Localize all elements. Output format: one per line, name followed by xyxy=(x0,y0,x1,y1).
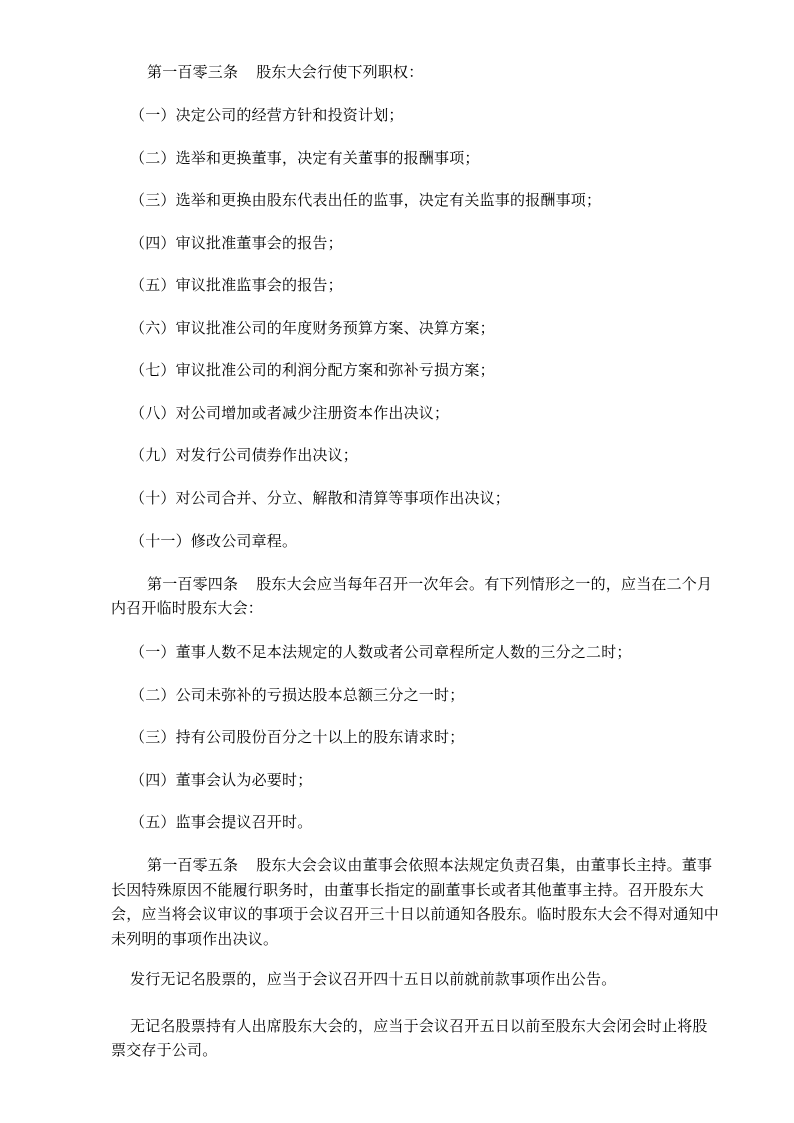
article-103-heading: 第一百零三条 xyxy=(147,63,239,81)
article-104-item-1: （一）董事人数不足本法规定的人数或者公司章程所定人数的三分之二时； xyxy=(130,643,632,661)
article-104-heading: 第一百零四条 xyxy=(147,575,239,593)
article-103-item-10: （十）对公司合并、分立、解散和清算等事项作出决议； xyxy=(130,489,511,507)
article-103-item-7: （七）审议批准公司的利润分配方案和弥补亏损方案； xyxy=(130,361,495,379)
article-103-item-9: （九）对发行公司债券作出决议； xyxy=(130,446,359,464)
article-104-item-4: （四）董事会认为必要时； xyxy=(130,771,313,789)
article-103-heading-line xyxy=(147,62,423,82)
article-104-text-line1: 股东大会应当每年召开一次年会。有下列情形之一的，应当在二个月 xyxy=(256,575,713,593)
article-104-text-line2: 内召开临时股东大会： xyxy=(111,599,264,617)
bearer-shares-paragraph: 发行无记名股票的，应当于会议召开四十五日以前就前款事项作出公告。 xyxy=(130,970,617,988)
article-105-heading-line xyxy=(147,855,712,875)
article-105-text-line4: 未列明的事项作出决议。 xyxy=(111,930,279,948)
article-103-item-5: （五）审议批准监事会的报告； xyxy=(130,276,343,294)
article-104-item-3: （三）持有公司股份百分之十以上的股东请求时； xyxy=(130,728,465,746)
article-103-item-8: （八）对公司增加或者减少注册资本作出决议； xyxy=(130,404,450,422)
article-103-item-2: （二）选举和更换董事，决定有关董事的报酬事项； xyxy=(130,149,480,167)
article-103-item-1: （一）决定公司的经营方针和投资计划； xyxy=(130,106,404,124)
article-104-item-2: （二）公司未弥补的亏损达股本总额三分之一时； xyxy=(130,686,465,704)
article-103-item-3: （三）选举和更换由股东代表出任的监事，决定有关监事的报酬事项； xyxy=(130,191,602,209)
article-104-heading-line xyxy=(147,574,712,594)
article-105-text-line1: 股东大会会议由董事会依照本法规定负责召集，由董事长主持。董事 xyxy=(256,856,713,874)
bearer-holders-line2: 票交存于公司。 xyxy=(111,1041,218,1059)
bearer-holders-line1: 无记名股票持有人出席股东大会的，应当于会议召开五日以前至股东大会闭会时止将股 xyxy=(130,1017,708,1035)
article-104-item-5: （五）监事会提议召开时。 xyxy=(130,813,313,831)
article-105-text-line2: 长因特殊原因不能履行职务时，由董事长指定的副董事长或者其他董事主持。召开股东大 xyxy=(111,881,704,899)
article-103-item-6: （六）审议批准公司的年度财务预算方案、决算方案； xyxy=(130,319,495,337)
article-103-item-11: （十一）修改公司章程。 xyxy=(130,532,298,550)
article-105-heading: 第一百零五条 xyxy=(147,856,239,874)
article-105-text-line3: 会，应当将会议审议的事项于会议召开三十日以前通知各股东。临时股东大会不得对通知中 xyxy=(111,905,720,923)
article-103-item-4: （四）审议批准董事会的报告； xyxy=(130,234,343,252)
article-103-intro: 股东大会行使下列职权： xyxy=(256,63,424,81)
